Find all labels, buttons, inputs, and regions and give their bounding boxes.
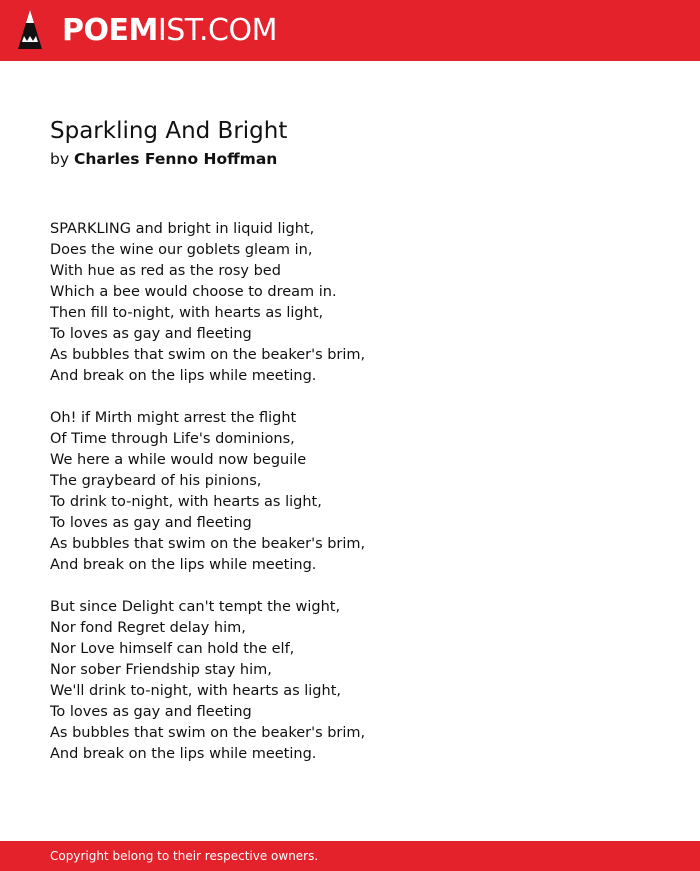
- poem-line: Of Time through Life's dominions,: [50, 431, 295, 447]
- poem-line: SPARKLING and bright in liquid light,: [50, 221, 315, 237]
- poem-line: We here a while would now beguile: [50, 452, 307, 468]
- poem-line: But since Delight can't tempt the wight,: [50, 599, 341, 615]
- poem-line: We'll drink to-night, with hearts as light,: [50, 683, 341, 699]
- logo-text-bold: POEM: [62, 13, 158, 48]
- poem-author: Charles Fenno Hoffman: [73, 150, 278, 168]
- poem-line: And break on the lips while meeting.: [50, 746, 317, 762]
- poem-line: Oh! if Mirth might arrest the flight: [50, 410, 297, 426]
- poem-line: To loves as gay and fleeting: [50, 326, 252, 342]
- logo-text-light: IST.COM: [157, 13, 277, 48]
- poem-line: And break on the lips while meeting.: [50, 368, 317, 384]
- copyright-text: Copyright belong to their respective owners.: [50, 849, 319, 863]
- poem-line: Then fill to-night, with hearts as light,: [50, 305, 324, 321]
- site-header: [0, 0, 700, 61]
- byline-prefix: by: [50, 150, 70, 168]
- poem-title: Sparkling And Bright: [50, 118, 288, 144]
- poem-line: Which a bee would choose to dream in.: [50, 284, 337, 300]
- poem-line: To loves as gay and fleeting: [50, 704, 252, 720]
- stanza: [50, 408, 650, 576]
- poem-line: Nor Love himself can hold the elf,: [50, 641, 295, 657]
- poem-line: And break on the lips while meeting.: [50, 557, 317, 573]
- poem-line: As bubbles that swim on the beaker's brim,: [50, 347, 366, 363]
- pencil-icon: [17, 9, 43, 51]
- poem-line: Does the wine our goblets gleam in,: [50, 242, 313, 258]
- stanza: [50, 597, 650, 765]
- poem-line: With hue as red as the rosy bed: [50, 263, 281, 279]
- poem-line: Nor fond Regret delay him,: [50, 620, 246, 636]
- poem-line: Nor sober Friendship stay him,: [50, 662, 272, 678]
- poem-body: [50, 219, 650, 786]
- poem-byline: [50, 148, 277, 170]
- site-footer: [0, 841, 700, 871]
- poem-line: As bubbles that swim on the beaker's brim,: [50, 725, 366, 741]
- poem-line: The graybeard of his pinions,: [50, 473, 262, 489]
- poem-line: To loves as gay and fleeting: [50, 515, 252, 531]
- poem-line: As bubbles that swim on the beaker's brim,: [50, 536, 366, 552]
- stanza: [50, 219, 650, 387]
- poem-line: To drink to-night, with hearts as light,: [50, 494, 322, 510]
- site-logo[interactable]: [62, 12, 277, 50]
